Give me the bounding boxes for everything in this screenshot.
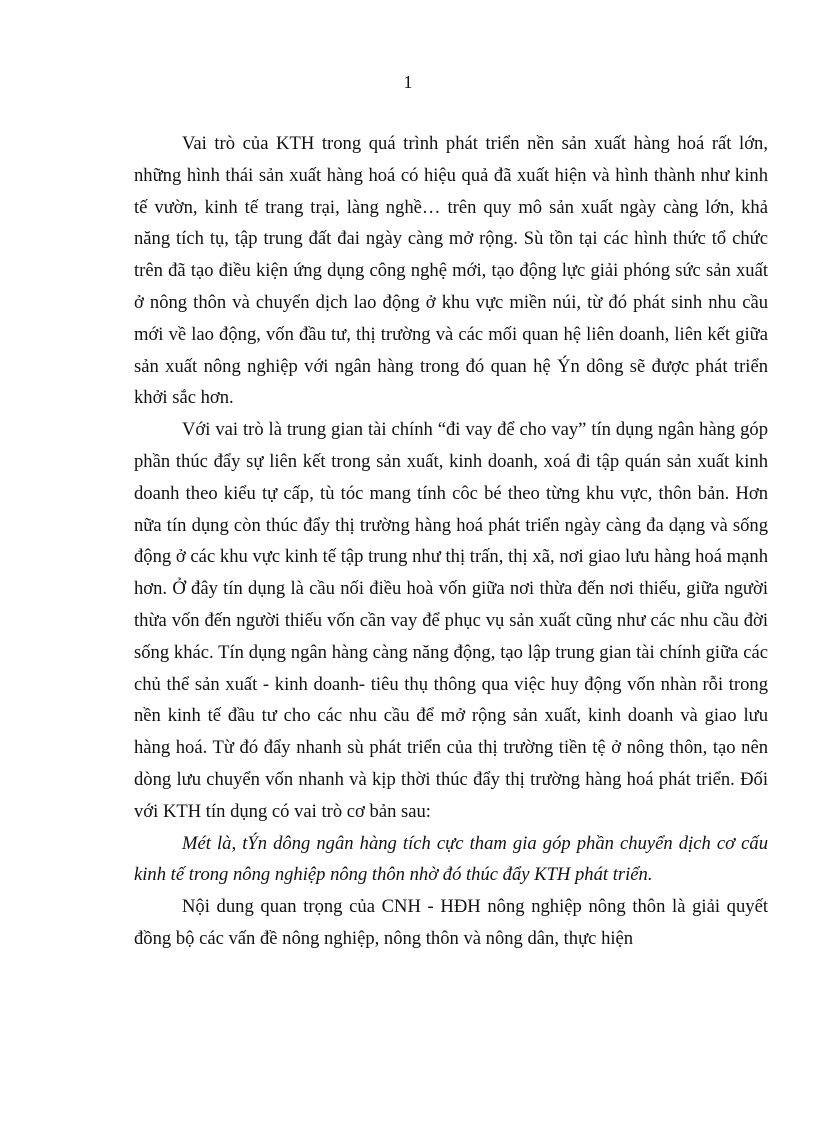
paragraph-3-italic-heading: Mét là, tÝn dông ngân hàng tích cực tham gia góp phần chuyển dịch cơ cấu kinh tế trong nông nghiệp nông thôn nhờ đó thúc đẩy KTH phát triển. — [134, 832, 768, 886]
page-number: 1 — [403, 72, 413, 92]
document-body — [134, 128, 768, 955]
paragraph-4: Nội dung quan trọng của CNH - HĐH nông nghiệp nông thôn là giải quyết đồng bộ các vấn đề nông nghiệp, nông thôn và nông dân, thực hiện — [134, 896, 768, 949]
paragraph-1: Vai trò của KTH trong quá trình phát triển nền sản xuất hàng hoá rất lớn, những hình thái sản xuất hàng hoá có hiệu quả đã xuất hiện và hình thành như kinh tế vườn, kinh tế trang trại, làng nghề… trên quy mô sản xuất ngày càng lớn, khả năng tích tụ, tập trung đất đai ngày càng mở rộng. Sù tồn tại các hình thức tổ chức trên đã tạo điều kiện ứng dụng công nghệ mới, tạo động lực giải phóng sức sản xuất ở nông thôn và chuyển dịch lao động ở khu vực miền núi, từ đó phát sinh nhu cầu mới về lao động, vốn đầu tư, thị trường và các mối quan hệ liên doanh, liên kết giữa sản xuất nông nghiệp với ngân hàng trong đó quan hệ Ýn dông sẽ được phát triển khởi sắc hơn. — [134, 133, 768, 409]
paragraph-2: Với vai trò là trung gian tài chính “đi vay để cho vay” tín dụng ngân hàng góp phần thúc đẩy sự liên kết trong sản xuất, kinh doanh, xoá đi tập quán sản xuất kinh doanh theo kiểu tự cấp, tù tóc mang tính côc bé theo từng khu vực, thôn bản. Hơn nữa tín dụng còn thúc đẩy thị trường hàng hoá phát triển ngày càng đa dạng và sống động ở các khu vực kinh tế tập trung như thị trấn, thị xã, nơi giao lưu hàng hoá mạnh hơn. Ở đây tín dụng là cầu nối điều hoà vốn giữa nơi thừa đến nơi thiếu, giữa người thừa vốn đến người thiếu vốn cần vay để phục vụ sản xuất cũng như các nhu cầu đời sống khác. Tín dụng ngân hàng càng năng động, tạo lập trung gian tài chính giữa các chủ thể sản xuất - kinh doanh- tiêu thụ thông qua việc huy động vốn nhàn rỗi trong nền kinh tế đầu tư cho các nhu cầu để mở rộng sản xuất, kinh doanh và giao lưu hàng hoá. Từ đó đẩy nhanh sù phát triển của thị trường tiền tệ ở nông thôn, tạo nên dòng lưu chuyển vốn nhanh và kịp thời thúc đẩy thị trường hàng hoá phát triển. Đối với KTH tín dụng có vai trò cơ bản sau: — [134, 419, 768, 822]
